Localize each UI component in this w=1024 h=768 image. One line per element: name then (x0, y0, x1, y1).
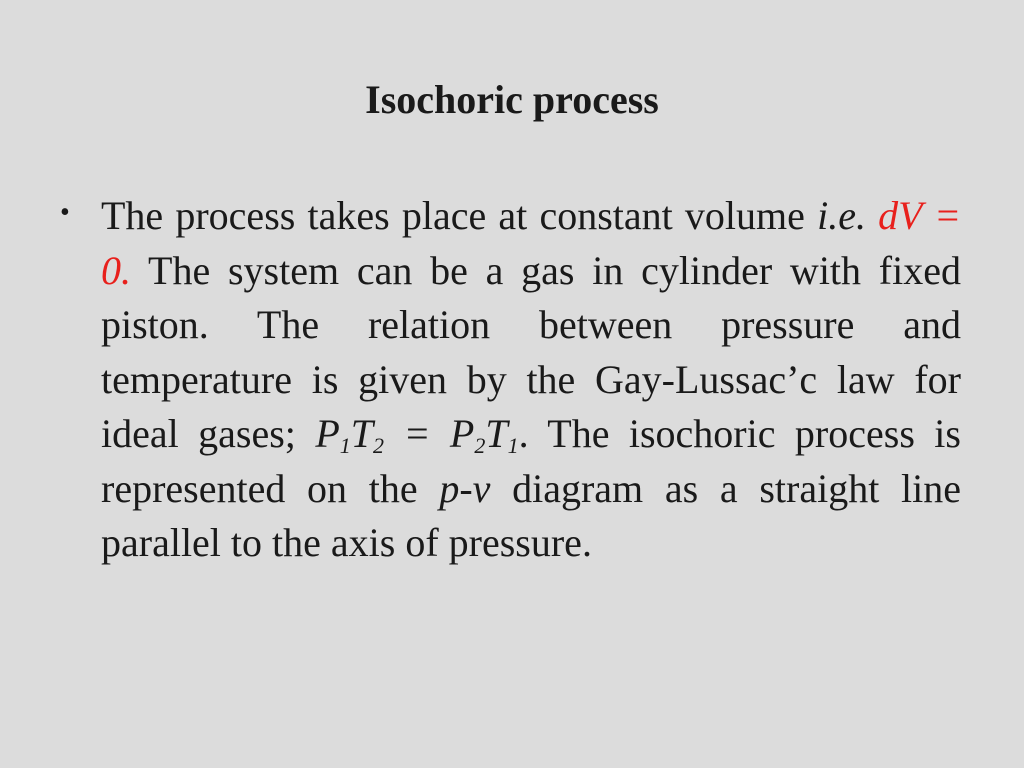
text-run: The system can be a gas in cylinder with fixed piston. The relation between pressure and temperature is given by the Gay-Lussac’c law for ideal gases; (101, 247, 961, 456)
formula-sub-2: 2 (373, 433, 385, 458)
formula-sub-4: 1 (507, 433, 519, 458)
bullet-marker: • (60, 197, 70, 228)
slide-title: Isochoric process (365, 77, 659, 122)
formula-equals: = (384, 411, 450, 456)
bullet-paragraph (101, 189, 961, 571)
formula-t2: T (350, 411, 374, 456)
italic-ie: i.e. (817, 193, 866, 238)
red-equation-dv: dV = 0. (101, 193, 962, 293)
formula-p1: P (315, 411, 340, 456)
formula-p2: P (449, 411, 475, 456)
formula-sub-1: 1 (339, 433, 351, 458)
formula-sub-3: 2 (474, 433, 486, 458)
formula-t1: T (485, 411, 508, 456)
text-run (866, 193, 878, 238)
text-run: . The isochoric process is represented on the (101, 411, 961, 511)
text-run: The process takes place at constant volume (101, 193, 818, 238)
italic-pv: p-v (439, 465, 491, 511)
text-run: diagram as a straight line parallel to the axis of pressure. (101, 465, 961, 565)
